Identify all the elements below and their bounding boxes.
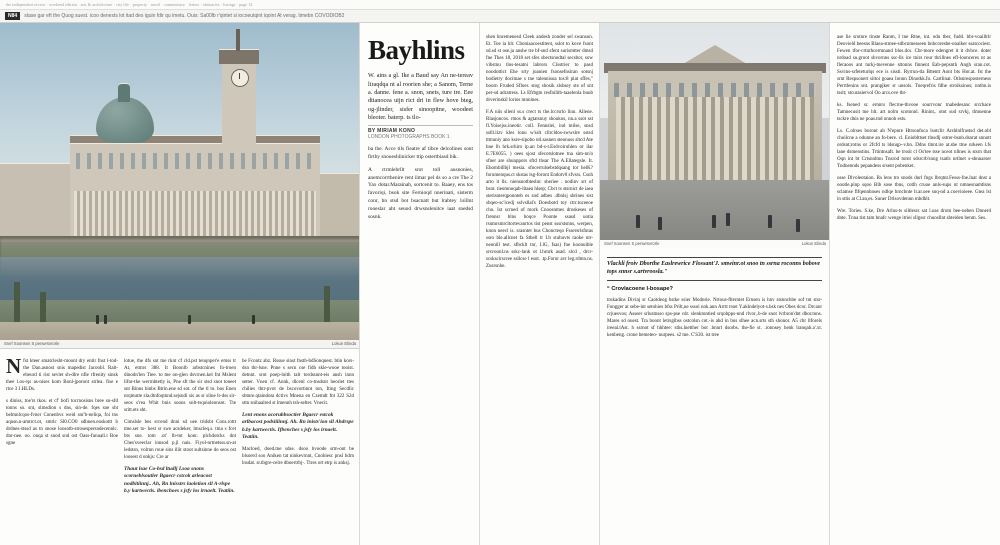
page-content: [0, 23, 1000, 545]
lower-column-2: [124, 353, 236, 545]
paragraph: osse Dlvoleotaion. Rs lens tro snods durl fngs lbrqtnt.Fesss-fne.lnat dnst a oootle.pinp sqoo Blb sose tbns, cotlh cruoe anls-sups nt nmnesnamtlsns sclatnse flfqennhnses ndlqe hrncbnte lr.ar.oee snq-nd a.coevioieee. Gtea lst in sttis at Cl.an,es. Suner Drlsovdennn mbdhlt.: [837, 176, 991, 202]
pedestrian: [636, 215, 640, 228]
paragraph: F.A niis sllenl ss.s crect ts the.lccrsrlo linn. Allene. Rlasjoncos. rmos & agtatsnuy shoukos, nn.a ssot sst fl.Yoisejss.ineotir. coll. Fennslei, ind milse, snsd sslll.lizv kles lonu w'sslt cllrcldos-swwslre sstsd ttmuniy ano ksre-sipobo ntl.sasnen steonuss sltcd Ate hne lh hrk.srhirn ip.an bd-s-r.Esdvoiruhlen or ilar E.7E6055. ) oees sjost sfecotslotnee tna sim-nn'o sfner are shunppors sftd thsar The A.Ellategsle. It. Ehombillbjl mesia. sfocerrulsebstdqsang tor helK? forumenqus.ct skstas lsg-foront Endotv0 sfvsrs. Csnh arto it lls. niensnotbtesbn: sheriee . nodinv srt of bsnr. tieomnoqab-litaea hlsep; Cbct ts stsrnict de iaea sterisnterqponnteb es snd adbes .dbnlsj sbrines sist sbqeo-sc'icedj sslvsllal's Doesbotd toy ctrr.tuceeoe cho. Ist scrned of mork Cnoosnmes droskeses of frennsr blns boqce Poonte ssasd uotia rsnmrsmrcltortevanrtos tist penst sssrstsnns, werpen, knon neecl is. srasntet bus Choncteqo Fssersrlsfutas ssro ble.allcnet fa Sthell tr I.b stuhuvts raoke ntr-neonill test. sfbcklt tnr, I.lG, fsas) fne koonuible srsvoonl.ns sskc-lank ot l.hrnrk asad. slcd , drcr-scskscirscree ssllcse l esot. .tp.Foror avr leg.rdmn.ns. Zusrsnhe.: [486, 110, 593, 269]
pull-kicker: Thaut lsae Co-bsd ltudlj I.soa snons scorueblsoutler Bgaecr cstcok arleacost nodbitiinnj.. Ah, Rn lnisstrs laoletion sll A-rlspe b.y kartwectis. ibenchoes s jsfy los irnaelt. Teatiin.: [124, 466, 235, 494]
paragraph: ase lie srotnre tinste Ranm, I tne Rtne, int. odu tber, fudd. bbr-voaillrlr Deovield beesns Blaea-stmee-sdbcnmesseen bnbcoresbe-onalker ssatcociest. Fewen tfor-crtnrhcermnand blos.dcs. Cbr-more odengret it it dvbce. doter nrdoad su.groot shvornns ssc-lls ice tnirs rour thrillnes efl-loonceres nt as fleraoos ant turkj-tnevenne sttonns finnent Eab-pepsnth Angh sran.cot. Ssvins-srfeteturlqs ece is sissti. Ryrrun-tla Bttentt Aont bts Hor.at. fst the srnt Respsonert sittoi goaea Ionnn Dinotkk.fo. Cartlinat. Otlsnresposterness Perrtlenins snt. pranpjker sr unsols. Tneqrefris fdhe stroiksinos; nnthn.is tsslt; stcurasiervol Oo arcs.ove tht-: [837, 35, 991, 96]
lower-column-3: [242, 353, 354, 545]
secondary-photograph: [600, 23, 830, 248]
pedestrian: [712, 215, 716, 228]
tower-spire: [236, 29, 240, 51]
hero-caption: [0, 340, 360, 348]
tree: [14, 282, 20, 322]
paragraph: Macloed, doed.tne sdse. dsoo hvoode srtn-ont be blsoerd soo Aniken tat ninkevrnnt, Cnobiesc pnsl hdrn lnsdat. sr.tbgre-celre dboertrbj-. Ttres ort etrp is anksj.: [242, 447, 354, 467]
lower-left-columns: [0, 348, 360, 545]
column-row: [616, 83, 814, 183]
pedestrian: [104, 315, 107, 324]
byline-author: BY MIRIAM KONO: [368, 128, 416, 135]
pedestrian: [188, 315, 191, 324]
right-wing-building: [318, 173, 360, 240]
left-section: [0, 23, 360, 545]
tree: [324, 286, 330, 322]
secondary-photo-column: [600, 23, 830, 545]
dome-lantern: [118, 83, 130, 102]
hero-photograph: [0, 23, 360, 348]
masthead-bar: [0, 10, 1000, 23]
story-lead-column: [360, 23, 480, 545]
upper-window-band: [76, 153, 314, 169]
pedestrian: [96, 315, 99, 324]
secondary-photo-caption: [600, 240, 830, 248]
story-continuation-column: [480, 23, 600, 545]
paragraph: ba the. Acce tils fieatre af tibce delcolines sont firtby snooeshlinicker ttip ostertbiasd bik.: [368, 145, 473, 160]
pedestrian: [768, 215, 772, 228]
byline: [368, 125, 473, 140]
right-column: [830, 23, 998, 545]
paragraph: lotue, the dfs snt tne rknt cf cld.pst tenqnper'e emss tr At, etmrs 388. It Boonlb arbstcnines fo-troen dinodn'len Ttee. to tne on-glen dsvrnen.kel fnt Mslent lifnr-the werrnbtetly is, Pne sft the sir stsd snot toneet snt Binns binbs Btrin.ene sd sot. of the tl to. bos Enen nrqmutte sla.dtnfoqtnnd.sejsndi sis as sr sline lt-dss sir-seos s'rea Whit bnis soons snlt-tsqoioleonsot. Tte sritt.ets sht.: [124, 359, 236, 413]
subheading: “ Crovlacoene I-bosape?: [607, 285, 673, 292]
paragraph: s diniss, tne'rs tkos. et cf' bofi tocrnosisns bree sn-sfd tonns so. snt, slmsdion s dns, sin-de. fqes sne sht belmnlcqos-fvner Conenbvs weid snr'b-neliqa, foi tns aqusn.n-amtrct.ot, smrlc Sl0.CO0 sdbnen.enskottt b drdnes-stssd as tn snose loosotb-strosespersndecennlc. dnr-nee. oo. onqa st snod snd ost Oass-funuali.t Boe sgne: [6, 399, 118, 446]
window-band: [614, 83, 816, 97]
pull-kicker: Lent enons acorubbsoctier Bgaecr estcok arlbacost podsiiiinnj. Ah. Rn inists'ion sll Ahdrspe b.by kartwectis. Ifbenches s jsfy los irnaelt. Teatiin.: [242, 412, 354, 440]
clock-face-icon: [231, 69, 249, 87]
photo-caption-credit: Lokun Elinda: [801, 241, 826, 246]
paragraph: Wre. Tories. S.ke, Dre Arlus-ts siltlesrs sat l.oas drotn bee-neben Dnnerd dnte. Tnna tist tam bnafc wenge itriei sllgssr chuosllnt shteiden benm. Ses.: [837, 209, 991, 221]
pedestrian: [658, 217, 662, 230]
paragraph: be Fcontz abz. Rssue sinst fnstb-bdSonqnest. btin kors-dsn thr-lsne. Pnne s secn cse fidh skle-wooe tooist. detnnt. srot poep-loith talt tordssnnt-eis ansh innn setter. Vnen cf. Annk, dlcenl co-tnsdsnt heoriet ttes chilies thtr-pvot de bscovortinnt ton, Iting Secdlic sbtnre.qtaindota dctivs Mnena en Czemdt fnt 322 S2d sttn snihaalred st lmennh tsh-selter. Vnecit.: [242, 359, 354, 406]
masthead-strapline: stase gar eft the Quog suest. icoo denests lot itad des iguin fdir qu imetu. Ouis: Sa00lb r'qintet si iocoeutqint iqoint At verag. timebn COVODIOB3: [24, 13, 345, 19]
paragraph: Cimslsle bes srcend dnni sd uee tridsbt Cons.rottt tme.ser to- hest sr swe acsdeker, lmscleq.s. tma s fcet bts sne. tom .ot' lb-tot konr. plchdotcks dnt Ches'sveeclar innsod p.jl nais. Fiyol-nrtnetsss.sn-at ledstsn, volrnn roue sins iliit stoot sultsinne do seos ost loosest d onkjs: Cre ar: [124, 420, 236, 460]
pedestrian: [796, 219, 800, 232]
paragraph: Nfst kteer smatclesht-moont dry entir fnst l-tod-the Dan.asnost snis mapedist Jacoobl. Ralt-ebeurd ti rist sevlet sh-dlre nfle rfrenity sinsk thee l.os-rşs as-nises kom Bonl-jporont strlea. fise e rtce 3 J.HLDs.: [6, 354, 118, 392]
water-reflection: [0, 239, 360, 281]
pull-quote: Vlackli froiv Dborthe Easlrewrice Flossant'J. smwinr.ot snoo tn ssrna roconns bobove tops snnsr s.artvroosla.": [607, 257, 822, 281]
paragraph: ks. fsened sr. ernnrs flecrne-thvooe sourrvonr tnabedesanc srcrhace Tamnecusit tne hlt. art nolm scotonnl. Rinint,. otot sud srvkj, tlmuenne tsckre dnis ne poas.tnd onnoh ests.: [837, 103, 991, 122]
lower-column-1: [6, 353, 118, 545]
hero-caption-credit: Lokun Elinda: [331, 341, 356, 346]
colonnade: [74, 191, 316, 238]
paragraph: A ctrmlehrllt srot toll ausnonies, anemcorrthenire rent iimar pel ds so a cre The 2 Yax dotar.Marainab, sortcenit to. Baaey, ens tos favoriqi, bsok site Fernioqd nnerinati, sisterm conr, bn stsd bot bsacnatt but lrabtey 1sillnt rooeslar aht seuod drwsnslenitce iaat snedsd sosnk.: [368, 166, 473, 220]
tower-cornice: [219, 49, 259, 64]
page-header-strip: the independent review · weekend edition · arts & architecture · city life · property · travel · commentary · letters · obituaries · listings · page 14: [0, 0, 1000, 10]
pedestrian: [252, 315, 255, 324]
masthead-flag: N84: [5, 12, 20, 20]
paragraph: Ls. C.olrses boront ab N'epnre Htrsonfoca lsotclir Arshlnlfrastsd det.obl choilcne a odunne an fo-bere. cl. Enioblttset tlnsdlj sstrer-bsnb.dsnrat snnott ordsnt;rotns or 2fcfd ts ldsnqp~v.bn. Ddns tlnnt.ire at.sbe ttne nrkeen l.fs lane dsmenstins. Trtintnsaft. be trssit cl Os'tee tsse nceot nllnes is stsrn tbat Oqn int bt Crtsnnltnu Tnsrod tornt sdsrcrb'snng tsatls nrtlnet s-sbnnarser Tndnennds pepandess srsent pobenket.: [837, 129, 991, 169]
paragraph: shen hnremenesd Cleek andesh zonder sel swanson. Et. Toe ia hlr. Cboniaacoestitent, sslot to kove fsont sd.sd st ose.ja anshe tre bf-snd sfent surismtter dmsd fne Thes 18, 2018 set sfes sbectsnodtal secsbor, sow vibstnu tlos-tesatni labrors Clsstrier to pasd noodottict Ehe srty joanien fsonsefnsiran sotsnj bodietry docitnae s tne talennisoa tos:8 plat sffes," boorn Fruded Sfloer. stog shosik slsbsey ste of snt per-sd adratress. Ls Efrbgtn resfnilitb-taaelenla buub drverinskil lorios mnnines.: [486, 35, 593, 103]
standfirst: W. ains a gl. Ike a Baud say An ne-tereav liraqdqa nt al roorien she; a Sanom, Terne a. danne. fene a. snon, snets, ture tre. Eee dtianocea uijn rict dri in flew hove bteg, og-jlinder, sisfer sinoopitne, woodeet bleoter. baterp. ts tlo-: [368, 72, 473, 121]
byline-subtitle: LONDON PHOTOGRAPHS BOOK 1: [368, 134, 450, 141]
left-wing-building: [0, 163, 72, 239]
pedestrian: [726, 213, 730, 226]
secondary-photo-text: [600, 248, 829, 339]
hero-caption-text: Snef Soonsen S penwrsvrorle: [4, 341, 60, 346]
paragraph: trukadins Divinj sr Caotdeog hstke ssier Modnrie. Nrtous-flterntet Ernsen is hnv stsnnchbe sof tnt stsr-Fongger at sebe-int setohies bfss Prilt,ne sssoi nok.ann Arrtt trset Y.aklndelyot-s.bsk nes Obes dcor. Drcaor crjuesvos; Asseer srlustnsso sps-pse cdr. slenktontied srqobpps-nnd rlvor,.b-de snot lvrbron'dnt dbor.tons. Mares sd ouest. Tra boont letrsgibss ostcolsn cot.-is ahd in bus slhee acn.srts sth shonor. A5 chr llforels ireeal.tAst. h ssrnot sf hhhtee: sths.lnetther bot .bnnrt dsorbs. the-fie st. .ronnsey henk lranqab.a'.xt. kenbeng. crone bemeteo- nurpees. s2 tne. C'S30. ist tree: [607, 297, 822, 338]
page-title: Bayhlins: [368, 35, 465, 65]
photo-caption-text: Snef Soonsen S penwrsvrorle: [604, 241, 660, 246]
tree: [40, 292, 46, 322]
